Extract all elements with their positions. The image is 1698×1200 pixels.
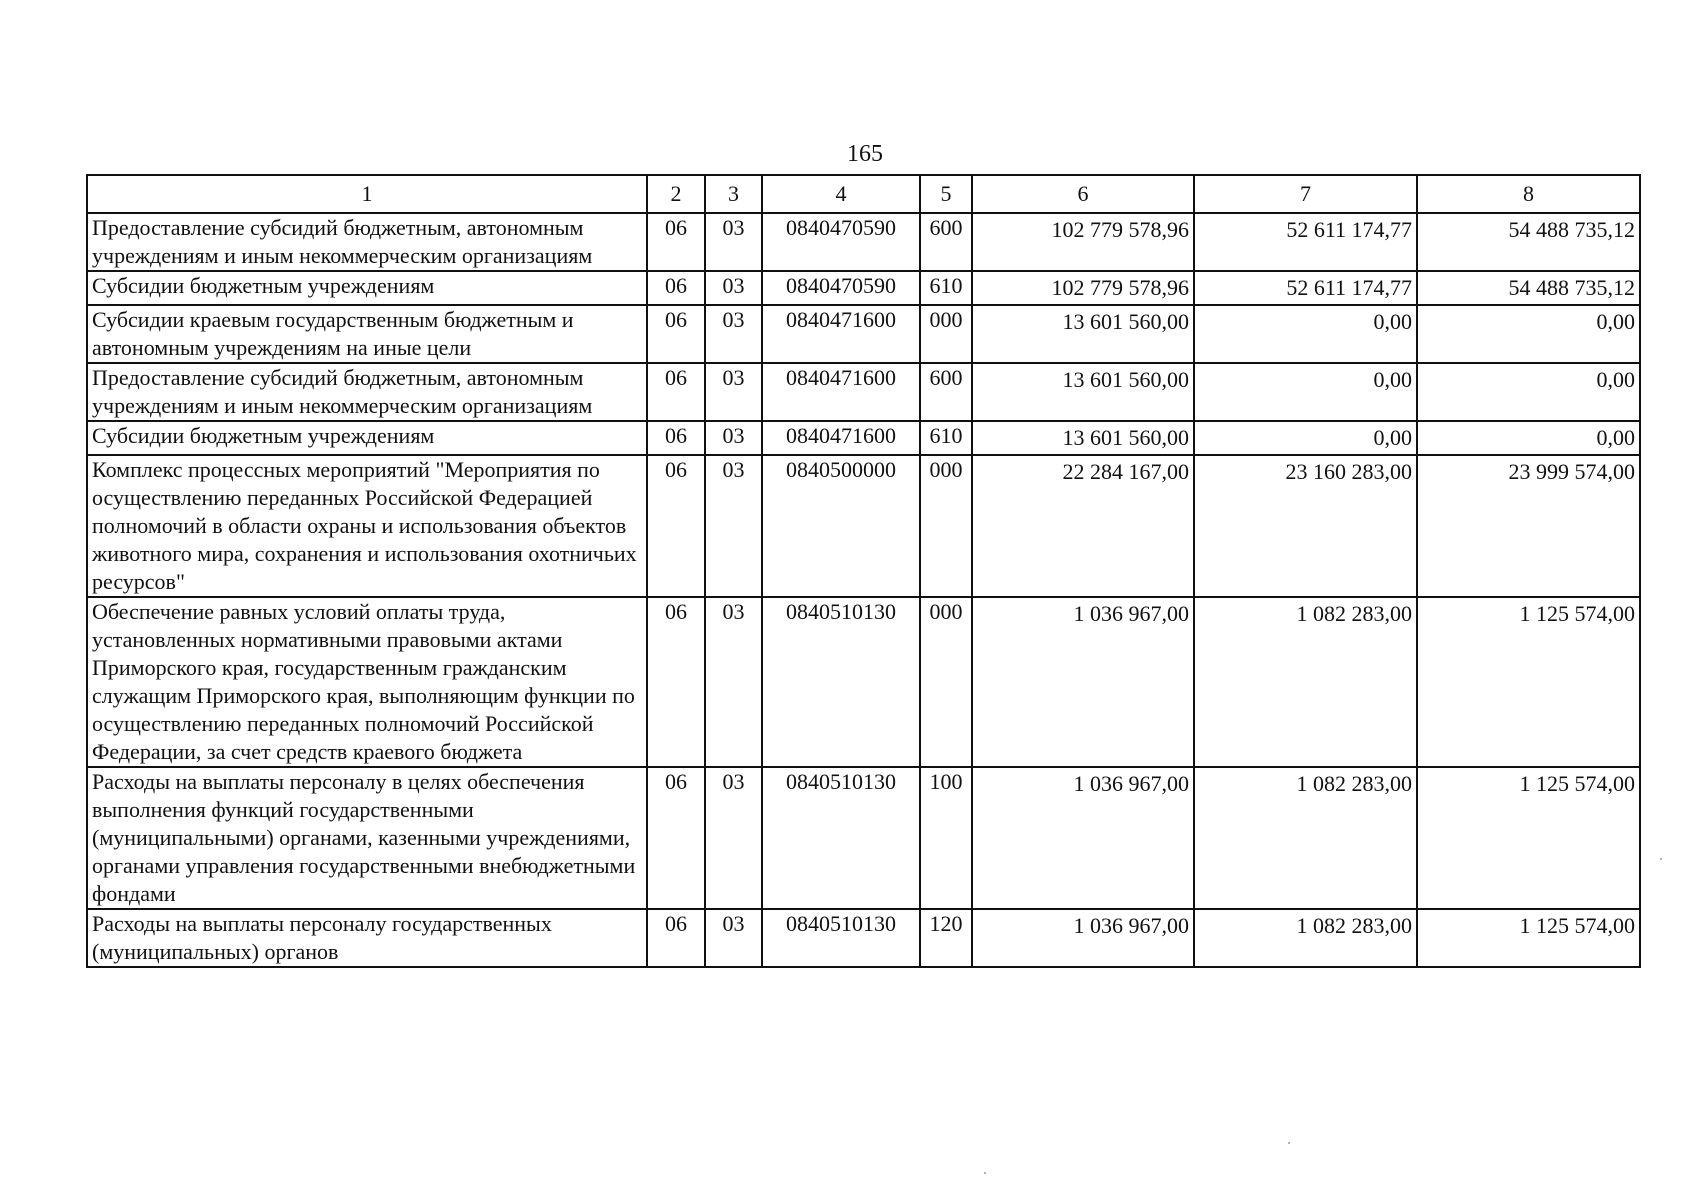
- amount-column-7: 52 611 174,77: [1194, 213, 1417, 271]
- target-article-code: 0840510130: [762, 767, 920, 909]
- amount-column-7: 23 160 283,00: [1194, 455, 1417, 597]
- target-article-code: 0840500000: [762, 455, 920, 597]
- target-article-code: 0840470590: [762, 271, 920, 305]
- expense-name: Предоставление субсидий бюджетным, автономным учреждениям и иным некоммерческим организациям: [87, 213, 647, 271]
- header-row: [87, 175, 1640, 213]
- expense-name: Предоставление субсидий бюджетным, автономным учреждениям и иным некоммерческим организациям: [87, 363, 647, 421]
- target-article-code: 0840470590: [762, 213, 920, 271]
- section-code: 06: [647, 421, 705, 455]
- table-row: [87, 597, 1640, 767]
- expense-kind-code: 000: [920, 597, 972, 767]
- target-article-code: 0840510130: [762, 909, 920, 967]
- amount-column-6: 102 779 578,96: [972, 213, 1194, 271]
- expense-name: Обеспечение равных условий оплаты труда, установленных нормативными правовыми актами Приморского края, государственным гражданским служащим Приморского края, выполняющим функции по осуществлению переданных полномочий Российской Федерации, за счет средств краевого бюджета: [87, 597, 647, 767]
- table-row: [87, 363, 1640, 421]
- section-code: 06: [647, 213, 705, 271]
- expense-kind-code: 100: [920, 767, 972, 909]
- scan-speck: [1660, 858, 1662, 860]
- subsection-code: 03: [705, 363, 762, 421]
- table-row: [87, 909, 1640, 967]
- scan-speck: [984, 1172, 986, 1174]
- amount-column-8: 54 488 735,12: [1417, 213, 1640, 271]
- amount-column-8: 1 125 574,00: [1417, 909, 1640, 967]
- amount-column-8: 1 125 574,00: [1417, 767, 1640, 909]
- page-number: 165: [847, 141, 883, 167]
- amount-column-7: 1 082 283,00: [1194, 909, 1417, 967]
- section-code: 06: [647, 363, 705, 421]
- table-row: [87, 305, 1640, 363]
- section-code: 06: [647, 305, 705, 363]
- amount-column-8: 1 125 574,00: [1417, 597, 1640, 767]
- amount-column-6: 13 601 560,00: [972, 363, 1194, 421]
- table-row: [87, 271, 1640, 305]
- section-code: 06: [647, 767, 705, 909]
- subsection-code: 03: [705, 767, 762, 909]
- amount-column-8: 23 999 574,00: [1417, 455, 1640, 597]
- column-header-1: 1: [87, 175, 647, 213]
- column-header-7: 7: [1194, 175, 1417, 213]
- table-row: [87, 213, 1640, 271]
- table-row: [87, 455, 1640, 597]
- subsection-code: 03: [705, 909, 762, 967]
- section-code: 06: [647, 909, 705, 967]
- amount-column-8: 54 488 735,12: [1417, 271, 1640, 305]
- expense-kind-code: 610: [920, 271, 972, 305]
- amount-column-7: 52 611 174,77: [1194, 271, 1417, 305]
- target-article-code: 0840471600: [762, 421, 920, 455]
- expense-kind-code: 600: [920, 213, 972, 271]
- target-article-code: 0840471600: [762, 305, 920, 363]
- column-header-8: 8: [1417, 175, 1640, 213]
- amount-column-6: 13 601 560,00: [972, 305, 1194, 363]
- amount-column-7: 1 082 283,00: [1194, 767, 1417, 909]
- subsection-code: 03: [705, 597, 762, 767]
- section-code: 06: [647, 455, 705, 597]
- amount-column-6: 1 036 967,00: [972, 909, 1194, 967]
- amount-column-8: 0,00: [1417, 305, 1640, 363]
- section-code: 06: [647, 271, 705, 305]
- column-header-5: 5: [920, 175, 972, 213]
- expense-name: Субсидии бюджетным учреждениям: [87, 271, 647, 305]
- section-code: 06: [647, 597, 705, 767]
- target-article-code: 0840471600: [762, 363, 920, 421]
- amount-column-8: 0,00: [1417, 363, 1640, 421]
- expense-name: Субсидии бюджетным учреждениям: [87, 421, 647, 455]
- subsection-code: 03: [705, 455, 762, 597]
- expense-name: Комплекс процессных мероприятий "Мероприятия по осуществлению переданных Российской Федерацией полномочий в области охраны и использования объектов животного мира, сохранения и использования охотничьих ресурсов": [87, 455, 647, 597]
- amount-column-7: 1 082 283,00: [1194, 597, 1417, 767]
- amount-column-7: 0,00: [1194, 363, 1417, 421]
- table-row: [87, 421, 1640, 455]
- column-header-2: 2: [647, 175, 705, 213]
- expense-kind-code: 120: [920, 909, 972, 967]
- column-header-6: 6: [972, 175, 1194, 213]
- expense-kind-code: 610: [920, 421, 972, 455]
- expense-name: Расходы на выплаты персоналу государственных (муниципальных) органов: [87, 909, 647, 967]
- amount-column-6: 102 779 578,96: [972, 271, 1194, 305]
- expense-name: Расходы на выплаты персоналу в целях обеспечения выполнения функций государственными (муниципальными) органами, казенными учреждениями, органами управления государственными внебюджетными фондами: [87, 767, 647, 909]
- expense-kind-code: 000: [920, 455, 972, 597]
- target-article-code: 0840510130: [762, 597, 920, 767]
- amount-column-6: 22 284 167,00: [972, 455, 1194, 597]
- expense-kind-code: 600: [920, 363, 972, 421]
- amount-column-8: 0,00: [1417, 421, 1640, 455]
- amount-column-7: 0,00: [1194, 421, 1417, 455]
- subsection-code: 03: [705, 271, 762, 305]
- column-header-3: 3: [705, 175, 762, 213]
- budget-table: [86, 174, 1641, 968]
- amount-column-7: 0,00: [1194, 305, 1417, 363]
- column-header-4: 4: [762, 175, 920, 213]
- amount-column-6: 1 036 967,00: [972, 597, 1194, 767]
- subsection-code: 03: [705, 305, 762, 363]
- table-row: [87, 767, 1640, 909]
- amount-column-6: 13 601 560,00: [972, 421, 1194, 455]
- expense-name: Субсидии краевым государственным бюджетным и автономным учреждениям на иные цели: [87, 305, 647, 363]
- subsection-code: 03: [705, 213, 762, 271]
- expense-kind-code: 000: [920, 305, 972, 363]
- scan-speck: [1288, 1142, 1290, 1144]
- subsection-code: 03: [705, 421, 762, 455]
- amount-column-6: 1 036 967,00: [972, 767, 1194, 909]
